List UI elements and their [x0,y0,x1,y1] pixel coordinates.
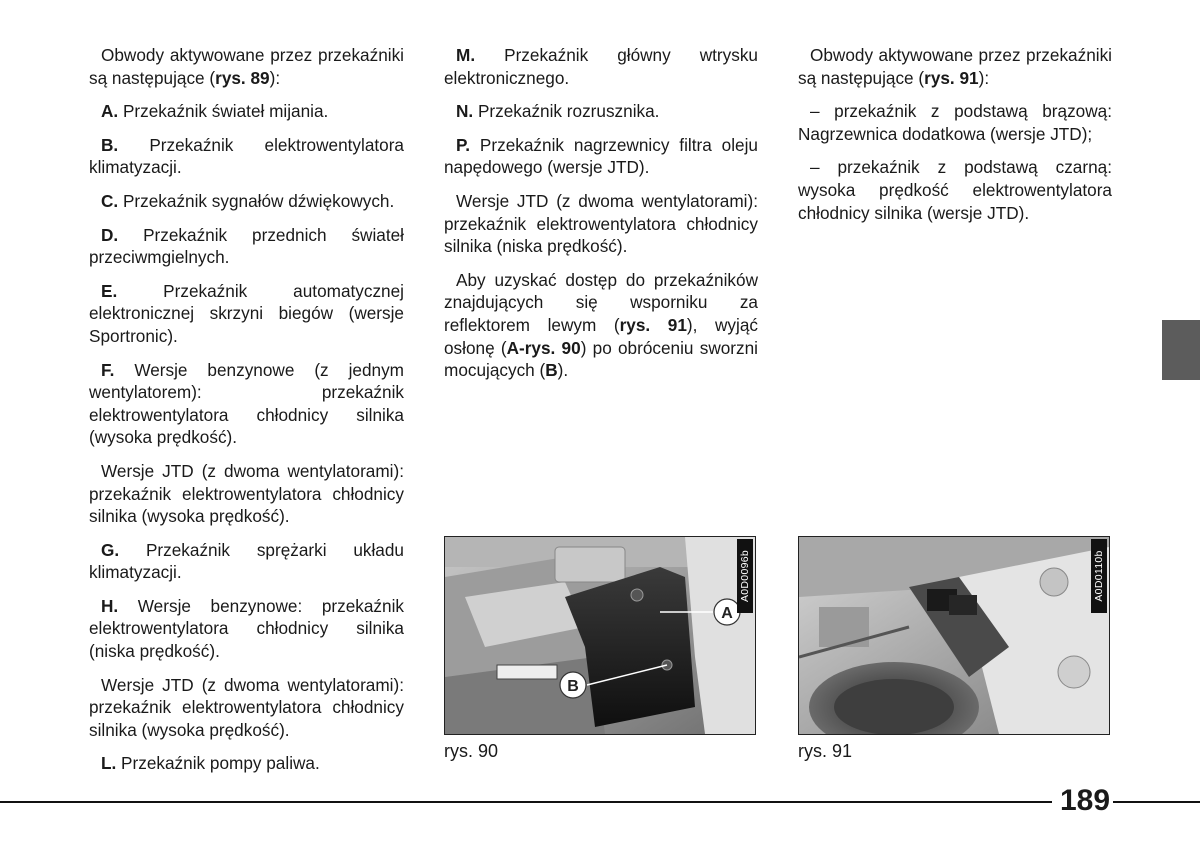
relay-item-p: P. Przekaźnik nagrzewnicy filtra oleju napędowego (wersje JTD). [444,134,758,178]
relay-item-h: H. Wersje benzynowe: przekaźnik elektrowentylatora chłodnicy silnika (niska prędkość). [89,595,404,662]
callout-label-a: A [721,605,733,622]
figure-ref: B [545,360,558,381]
relay-item-h-jtd: Wersje JTD (z dwoma wentylatorami): przekaźnik elektrowentylatora chłodnicy silnika (wysoka prędkość). [89,674,404,740]
callout-label-b: B [567,678,579,695]
relay-item-b: B. Przekaźnik elektrowentylatora klimatyzacji. [89,134,404,178]
relay-item-g: G. Przekaźnik sprężarki układu klimatyzacji. [89,539,404,583]
figure-caption: rys. 91 [798,741,853,761]
relay-item-black-base: – przekaźnik z podstawą czarną: wysoka prędkość elektrowentylatora chłodnicy silnika (wersje JTD). [798,157,1112,223]
relay-item-f-jtd: Wersje JTD (z dwoma wentylatorami): przekaźnik elektrowentylatora chłodnicy silnika (wysoka prędkość). [89,460,404,527]
relay-item-l: L. Przekaźnik pompy paliwa. [101,753,320,774]
figure-ref: A-rys. 90 [506,337,581,358]
intro-paragraph: Obwody aktywowane przez przekaźniki są następujące (rys. 89): [89,45,404,88]
relay-bracket-photo [799,537,1109,734]
relay-item-brown-base: – przekaźnik z podstawą brązową: Nagrzewnica dodatkowa (wersje JTD); [798,101,1112,144]
figure-code-badge: A0D0110b [1091,539,1107,613]
intro-paragraph: Obwody aktywowane przez przekaźniki są następujące (rys. 91): [798,45,1112,88]
relay-item-e: E. Przekaźnik automatycznej elektronicznej skrzyni biegów (wersje Sportronic). [89,280,404,346]
figure-ref: rys. 91 [619,314,687,335]
section-thumb-tab [1162,320,1200,380]
page-number: 189 [1060,784,1111,817]
relay-item-f: F. Wersje benzynowe (z jednym wentylatorem): przekaźnik elektrowentylatora chłodnicy silnika (wysoka prędkość). [89,359,404,448]
figure-caption: rys. 90 [444,741,499,761]
text-column-2 [444,44,758,393]
figure-code-badge: A0D0096b [737,539,753,613]
text-column-3 [798,44,1112,235]
relay-item-a: A. Przekaźnik świateł mijania. [101,101,329,122]
engine-bay-photo [445,537,755,734]
relay-item-m: M. Przekaźnik główny wtrysku elektronicznego. [444,45,758,88]
text-column-1 [89,44,404,786]
footer-rule [0,801,1052,803]
access-paragraph: Aby uzyskać dostęp do przekaźników znajdujących się wsporniku za reflektorem lewym (rys. 91), wyjąć osłonę (A-rys. 90) po obróceniu sworzni mocujących (B). [444,269,758,381]
relay-item-d: D. Przekaźnik przednich świateł przeciwmgielnych. [89,224,404,268]
figure-ref: rys. 91 [924,67,979,88]
figure-relay-bracket [798,536,1110,735]
footer-rule [1113,801,1200,803]
relay-item-c: C. Przekaźnik sygnałów dźwiękowych. [101,190,395,211]
figure-ref: rys. 89 [215,67,270,88]
figure-engine-bay-cover [444,536,756,735]
relay-item-p-jtd: Wersje JTD (z dwoma wentylatorami): przekaźnik elektrowentylatora chłodnicy silnika (niska prędkość). [444,190,758,257]
relay-item-n: N. Przekaźnik rozrusznika. [456,101,660,122]
